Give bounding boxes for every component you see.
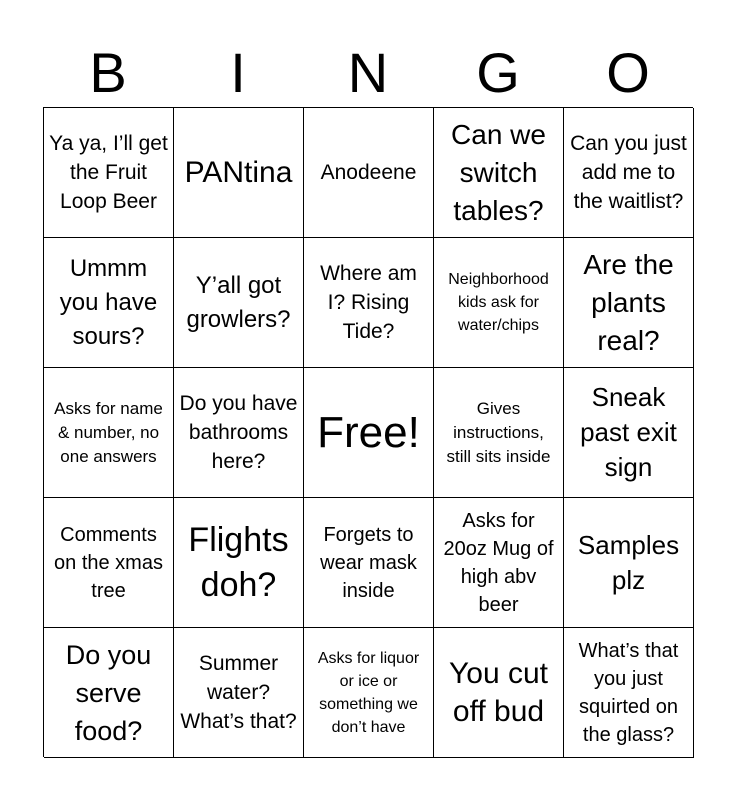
cell-text: Forgets to wear mask inside bbox=[320, 523, 417, 602]
bingo-cell-r3-c4[interactable] bbox=[434, 368, 564, 498]
cell-text: Do you have bathrooms here? bbox=[179, 392, 298, 473]
cell-text: Sneak past exit sign bbox=[580, 382, 677, 482]
bingo-cell-r3-c2[interactable] bbox=[174, 368, 304, 498]
bingo-cell-r5-c2[interactable] bbox=[174, 628, 304, 758]
header-letter-n: N bbox=[347, 41, 389, 104]
cell-text: Gives instructions, still sits inside bbox=[446, 398, 551, 466]
header-letter-i: I bbox=[230, 41, 246, 104]
cell-text: Can you just add me to the waitlist? bbox=[570, 132, 687, 213]
bingo-cell-r1-c2[interactable] bbox=[174, 108, 304, 238]
cell-text: Neighborhood kids ask for water/chips bbox=[448, 271, 549, 334]
cell-text: Summer water? What’s that? bbox=[180, 652, 297, 733]
cell-text: Asks for name & number, no one answers bbox=[54, 398, 163, 466]
cell-text: Asks for liquor or ice or something we don’t have bbox=[317, 649, 420, 736]
cell-text: Samples plz bbox=[577, 529, 680, 595]
bingo-cell-r4-c1[interactable] bbox=[44, 498, 174, 628]
bingo-cell-r4-c3[interactable] bbox=[304, 498, 434, 628]
cell-text: Comments on the xmas tree bbox=[54, 523, 163, 602]
bingo-cell-r5-c3[interactable] bbox=[304, 628, 434, 758]
bingo-cell-r1-c1[interactable] bbox=[44, 108, 174, 238]
free-space[interactable] bbox=[304, 368, 434, 498]
bingo-cell-r5-c5[interactable] bbox=[564, 628, 694, 758]
cell-text: Y’all got growlers? bbox=[186, 271, 291, 333]
bingo-cell-r5-c4[interactable] bbox=[434, 628, 564, 758]
cell-text: What’s that you just squirted on the glass? bbox=[578, 639, 679, 746]
cell-text: Ummm you have sours? bbox=[59, 254, 158, 350]
bingo-cell-r4-c5[interactable] bbox=[564, 498, 694, 628]
bingo-cell-r2-c2[interactable] bbox=[174, 238, 304, 368]
cell-text: Do you serve food? bbox=[65, 639, 152, 746]
bingo-header bbox=[43, 38, 693, 108]
bingo-cell-r1-c4[interactable] bbox=[434, 108, 564, 238]
bingo-cell-r2-c1[interactable] bbox=[44, 238, 174, 368]
bingo-cell-r4-c2[interactable] bbox=[174, 498, 304, 628]
cell-text: Anodeene bbox=[320, 161, 417, 184]
bingo-cell-r4-c4[interactable] bbox=[434, 498, 564, 628]
header-letter-o: O bbox=[606, 41, 650, 104]
cell-text: PANtina bbox=[184, 155, 293, 189]
bingo-cell-r2-c3[interactable] bbox=[304, 238, 434, 368]
cell-text: Where am I? Rising Tide? bbox=[320, 262, 417, 343]
header-letter-b: B bbox=[89, 41, 127, 104]
cell-text: Ya ya, I’ll get the Fruit Loop Beer bbox=[49, 132, 168, 213]
cell-text: You cut off bud bbox=[449, 656, 548, 728]
bingo-cell-r3-c5[interactable] bbox=[564, 368, 694, 498]
cell-text: Can we switch tables? bbox=[451, 118, 546, 226]
cell-text: Flights doh? bbox=[188, 520, 289, 604]
bingo-cell-r1-c5[interactable] bbox=[564, 108, 694, 238]
bingo-cell-r2-c4[interactable] bbox=[434, 238, 564, 368]
free-space-label: Free! bbox=[317, 407, 420, 457]
cell-text: Are the plants real? bbox=[583, 248, 674, 356]
bingo-cell-r2-c5[interactable] bbox=[564, 238, 694, 368]
bingo-board bbox=[43, 107, 693, 757]
header-letter-g: G bbox=[476, 41, 520, 104]
bingo-cell-r5-c1[interactable] bbox=[44, 628, 174, 758]
bingo-cell-r1-c3[interactable] bbox=[304, 108, 434, 238]
cell-text: Asks for 20oz Mug of high abv beer bbox=[443, 509, 554, 616]
bingo-cell-r3-c1[interactable] bbox=[44, 368, 174, 498]
